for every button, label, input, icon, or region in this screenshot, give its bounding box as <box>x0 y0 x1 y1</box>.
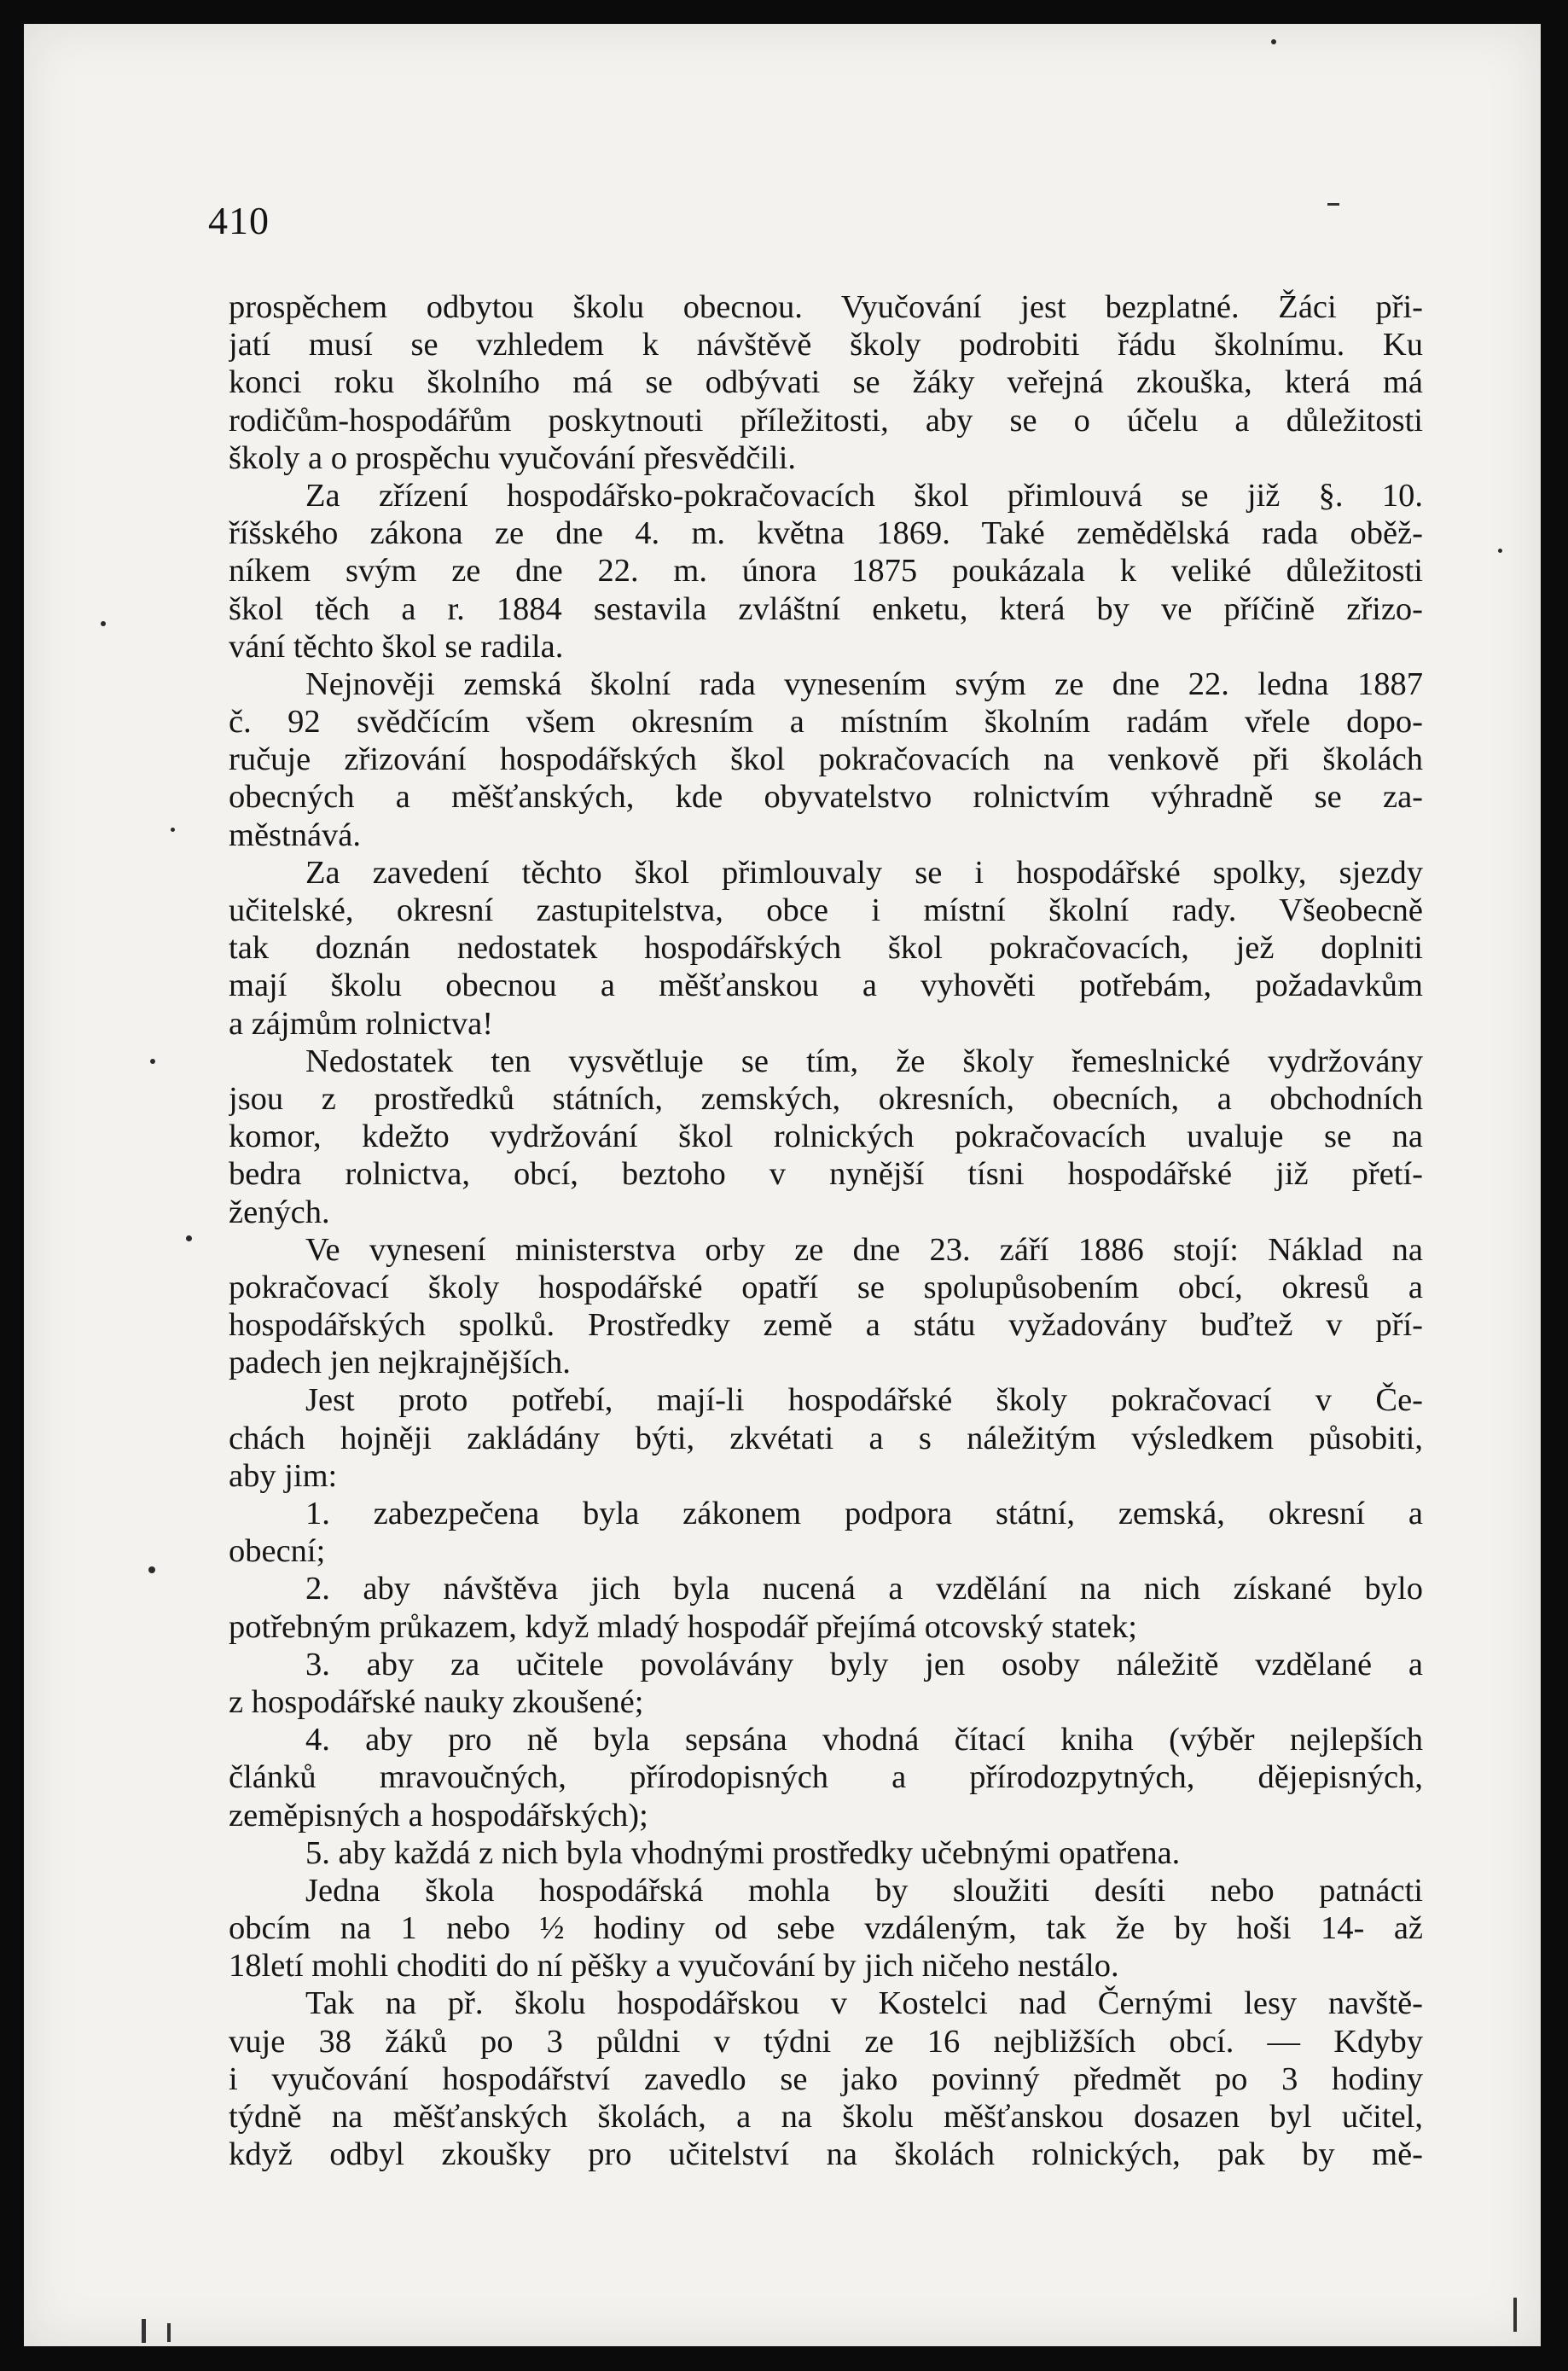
text-line: konci roku školního má se odbývati se žáky veřejná zkouška, která má <box>229 364 1423 401</box>
scanned-page <box>24 24 1541 2346</box>
text-line: a zájmům rolnictva! <box>229 1005 494 1042</box>
text-line: tak doznán nedostatek hospodářských škol pokračovacích, jež doplniti <box>229 930 1423 967</box>
text-line: Jedna škola hospodářská mohla by sloužiti desíti nebo patnácti <box>305 1872 1423 1909</box>
text-line: Tak na př. školu hospodářskou v Kostelci nad Černými lesy navště- <box>305 1985 1423 2022</box>
text-line: Za zřízení hospodářsko-pokračovacích škol přimlouvá se již §. 10. <box>305 477 1423 514</box>
text-line: vání těchto škol se radila. <box>229 628 564 665</box>
text-line: říšského zákona ze dne 4. m. května 1869. Také zemědělská rada oběž- <box>229 515 1423 552</box>
page-number: 410 <box>208 199 270 242</box>
text-line: jsou z prostředků státních, zemských, okresních, obecních, a obchodních <box>229 1080 1423 1117</box>
scan-mark <box>1327 203 1339 206</box>
text-line: Za zavedení těchto škol přimlouvaly se i hospodářské spolky, sjezdy <box>305 854 1423 891</box>
text-line: článků mravoučných, přírodopisných a přírodozpytných, dějepisných, <box>229 1759 1423 1796</box>
text-line: 2. aby návštěva jich byla nucená a vzdělání na nich získané bylo <box>305 1571 1423 1607</box>
text-line: prospěchem odbytou školu obecnou. Vyučování jest bezplatné. Žáci při- <box>229 289 1423 325</box>
text-line: 5. aby každá z nich byla vhodnými prostředky učebnými opatřena. <box>305 1834 1181 1871</box>
text-line: Jest proto potřebí, mají-li hospodářské školy pokračovací v Če- <box>305 1382 1423 1419</box>
text-line: 3. aby za učitele povolávány byly jen osoby náležitě vzdělané a <box>305 1646 1423 1682</box>
scan-speck <box>101 621 106 626</box>
text-line: i vyučování hospodářství zavedlo se jako povinný předmět po 3 hodiny <box>229 2060 1423 2097</box>
text-line: mají školu obecnou a měšťanskou a vyhověti potřebám, požadavkům <box>229 968 1423 1004</box>
text-line: když odbyl zkoušky pro učitelství na školách rolnických, pak by mě- <box>229 2136 1423 2173</box>
text-line: ručuje zřizování hospodářských škol pokračovacích na venkově při školách <box>229 741 1423 778</box>
text-line: obecní; <box>229 1533 326 1570</box>
scan-mark <box>167 2323 171 2342</box>
text-line: škol těch a r. 1884 sestavila zvláštní enketu, která by ve příčině zřizo- <box>229 590 1423 627</box>
text-line: pokračovací školy hospodářské opatří se spolupůsobením obcí, okresů a <box>229 1269 1423 1305</box>
text-line: obcím na 1 nebo ½ hodiny od sebe vzdáleným, tak že by hoši 14- až <box>229 1910 1423 1947</box>
body-text <box>229 288 1423 2173</box>
text-line: bedra rolnictva, obcí, beztoho v nynější tísni hospodářské již přetí- <box>229 1156 1423 1193</box>
scan-mark <box>1513 2298 1517 2332</box>
text-line: chách hojněji zakládány býti, zkvétati a s náležitým výsledkem působiti, <box>229 1420 1423 1456</box>
scan-speck <box>1498 549 1502 553</box>
text-line: Nejnověji zemská školní rada vynesením svým ze dne 22. ledna 1887 <box>305 665 1423 702</box>
text-line: žených. <box>229 1194 330 1230</box>
text-line: týdně na měšťanských školách, a na školu měšťanskou dosazen byl učitel, <box>229 2099 1423 2135</box>
scan-speck <box>1271 39 1276 44</box>
text-line: Nedostatek ten vysvětluje se tím, že školy řemeslnické vydržovány <box>305 1043 1423 1079</box>
text-line: školy a o prospěchu vyučování přesvědčili. <box>229 439 797 476</box>
scan-speck <box>148 1566 155 1573</box>
text-line: hospodářských spolků. Prostředky země a státu vyžadovány buďtež v pří- <box>229 1307 1423 1344</box>
text-line: č. 92 svědčícím všem okresním a místním školním radám vřele dopo- <box>229 704 1423 741</box>
text-line: aby jim: <box>229 1457 338 1494</box>
text-line: rodičům-hospodářům poskytnouti příležitosti, aby se o účelu a důležitosti <box>229 402 1423 439</box>
text-line: padech jen nejkrajnějších. <box>229 1345 571 1381</box>
text-line: 4. aby pro ně byla sepsána vhodná čítací kniha (výběr nejlepších <box>305 1722 1423 1758</box>
scan-speck <box>171 828 175 832</box>
text-line: vuje 38 žáků po 3 půldni v týdni ze 16 nejbližších obcí. — Kdyby <box>229 2023 1423 2060</box>
text-line: níkem svým ze dne 22. m. února 1875 poukázala k veliké důležitosti <box>229 553 1423 590</box>
text-line: jatí musí se vzhledem k návštěvě školy podrobiti řádu školnímu. Ku <box>229 327 1423 363</box>
text-line: městnává. <box>229 816 362 853</box>
text-line: 1. zabezpečena byla zákonem podpora státní, zemská, okresní a <box>305 1496 1423 1531</box>
scan-speck <box>186 1235 192 1241</box>
text-line: učitelské, okresní zastupitelstva, obce i místní školní rady. Všeobecně <box>229 892 1423 928</box>
scan-speck <box>150 1059 155 1064</box>
text-line: zeměpisných a hospodářských); <box>229 1797 648 1833</box>
text-line: potřebným průkazem, když mladý hospodář přejímá otcovský statek; <box>229 1608 1137 1645</box>
text-line: komor, kdežto vydržování škol rolnických pokračovacích uvaluje se na <box>229 1119 1423 1155</box>
text-line: z hospodářské nauky zkoušené; <box>229 1683 644 1720</box>
text-line: 18letí mohli choditi do ní pěšky a vyučování by jich ničeho nestálo. <box>229 1948 1119 1985</box>
scan-mark <box>142 2319 146 2343</box>
text-line: Ve vynesení ministerstva orby ze dne 23. září 1886 stojí: Náklad na <box>305 1231 1423 1268</box>
text-line: obecných a měšťanských, kde obyvatelstvo rolnictvím výhradně se za- <box>229 779 1423 816</box>
